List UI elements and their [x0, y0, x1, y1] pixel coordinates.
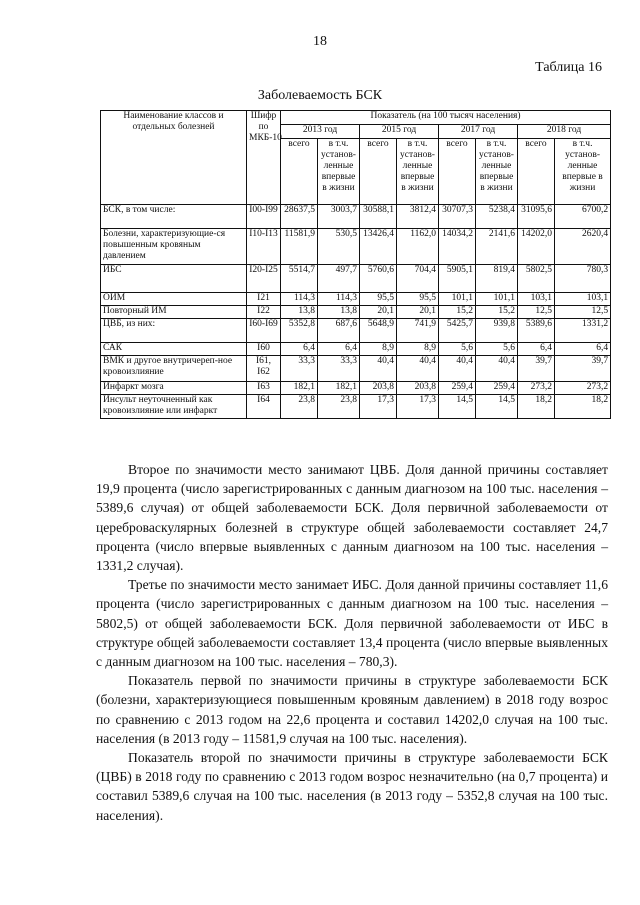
value-cell: 3812,4 [397, 205, 439, 229]
header-year: 2015 год [360, 125, 439, 139]
value-cell: 497,7 [318, 265, 360, 293]
value-cell: 40,4 [439, 356, 476, 382]
value-cell: 5514,7 [281, 265, 318, 293]
value-cell: 15,2 [439, 306, 476, 319]
value-cell: 23,8 [318, 395, 360, 419]
table-title: Заболеваемость БСК [257, 88, 383, 103]
row-name: САК [101, 343, 247, 356]
value-cell: 6,4 [318, 343, 360, 356]
value-cell: 39,7 [518, 356, 555, 382]
value-cell: 5,6 [476, 343, 518, 356]
value-cell: 6,4 [555, 343, 611, 356]
value-cell: 5389,6 [518, 319, 555, 343]
value-cell: 5760,6 [360, 265, 397, 293]
header-sub-first: в т.ч. установ-ленные впервые в жизни [555, 139, 611, 205]
row-code: I10-I13 [247, 229, 281, 265]
table-row [101, 265, 611, 293]
value-cell: 13,8 [281, 306, 318, 319]
row-name: БСК, в том числе: [101, 205, 247, 229]
row-name: Инсульт неуточненный как кровоизлияние или инфаркт [101, 395, 247, 419]
value-cell: 780,3 [555, 265, 611, 293]
row-code: I60-I69 [247, 319, 281, 343]
value-cell: 31095,6 [518, 205, 555, 229]
header-year: 2018 год [518, 125, 611, 139]
value-cell: 15,2 [476, 306, 518, 319]
value-cell: 23,8 [281, 395, 318, 419]
value-cell: 203,8 [397, 382, 439, 395]
value-cell: 101,1 [439, 293, 476, 306]
value-cell: 203,8 [360, 382, 397, 395]
value-cell: 273,2 [518, 382, 555, 395]
value-cell: 30588,1 [360, 205, 397, 229]
value-cell: 8,9 [360, 343, 397, 356]
value-cell: 14,5 [439, 395, 476, 419]
value-cell: 6,4 [518, 343, 555, 356]
value-cell: 8,9 [397, 343, 439, 356]
value-cell: 5648,9 [360, 319, 397, 343]
value-cell: 273,2 [555, 382, 611, 395]
value-cell: 6700,2 [555, 205, 611, 229]
value-cell: 20,1 [360, 306, 397, 319]
table-row [101, 343, 611, 356]
row-code: I64 [247, 395, 281, 419]
row-name: Инфаркт мозга [101, 382, 247, 395]
value-cell: 101,1 [476, 293, 518, 306]
header-sub-total: всего [518, 139, 555, 205]
page-number: 18 [313, 34, 327, 49]
value-cell: 11581,9 [281, 229, 318, 265]
value-cell: 114,3 [281, 293, 318, 306]
header-code-col: Шифр по МКБ-10 [247, 111, 281, 205]
value-cell: 40,4 [397, 356, 439, 382]
table-row [101, 306, 611, 319]
row-name: ВМК и другое внутричереп-ное кровоизлияние [101, 356, 247, 382]
row-code: I60 [247, 343, 281, 356]
value-cell: 103,1 [555, 293, 611, 306]
paragraph: Второе по значимости место занимают ЦВБ. Доля данной причины составляет 19,9 процента (число зарегистрированных с данным диагнозом на 100 тыс. населения – 5389,6 случая) от общей заболеваемости БСК. Доля первичной заболеваемости от цереброваскулярных болезней в структуре общей заболеваемости составляет 24,7 процента (число впервые выявленных с данным диагнозом на 100 тыс. населения – 1331,2 случая). [96, 462, 608, 574]
value-cell: 12,5 [555, 306, 611, 319]
value-cell: 28637,5 [281, 205, 318, 229]
value-cell: 259,4 [476, 382, 518, 395]
value-cell: 259,4 [439, 382, 476, 395]
value-cell: 13426,4 [360, 229, 397, 265]
value-cell: 18,2 [518, 395, 555, 419]
table-row [101, 319, 611, 343]
row-name: ОИМ [101, 293, 247, 306]
row-name: ИБС [101, 265, 247, 293]
row-code: I61, I62 [247, 356, 281, 382]
row-code: I22 [247, 306, 281, 319]
value-cell: 13,8 [318, 306, 360, 319]
row-name: Повторный ИМ [101, 306, 247, 319]
value-cell: 687,6 [318, 319, 360, 343]
table-row [101, 382, 611, 395]
value-cell: 39,7 [555, 356, 611, 382]
value-cell: 95,5 [360, 293, 397, 306]
value-cell: 182,1 [281, 382, 318, 395]
table-row [101, 356, 611, 382]
header-sub-first: в т.ч. установ-ленные впервые в жизни [318, 139, 360, 205]
value-cell: 103,1 [518, 293, 555, 306]
value-cell: 33,3 [281, 356, 318, 382]
value-cell: 2620,4 [555, 229, 611, 265]
value-cell: 2141,6 [476, 229, 518, 265]
value-cell: 5238,4 [476, 205, 518, 229]
row-code: I21 [247, 293, 281, 306]
value-cell: 40,4 [476, 356, 518, 382]
value-cell: 5905,1 [439, 265, 476, 293]
header-sub-first: в т.ч. установ-ленные впервые в жизни [476, 139, 518, 205]
header-sub-first: в т.ч. установ-ленные впервые в жизни [397, 139, 439, 205]
value-cell: 5,6 [439, 343, 476, 356]
row-code: I63 [247, 382, 281, 395]
table-label: Таблица 16 [535, 60, 602, 75]
header-sub-total: всего [360, 139, 397, 205]
table-row [101, 205, 611, 229]
value-cell: 6,4 [281, 343, 318, 356]
value-cell: 5802,5 [518, 265, 555, 293]
value-cell: 3003,7 [318, 205, 360, 229]
value-cell: 12,5 [518, 306, 555, 319]
paragraph: Показатель второй по значимости причины в структуре заболеваемости БСК (ЦВБ) в 2018 году по сравнению с 2013 годом возрос незначительно (на 0,7 процента) и составил 5389,6 случая на 100 тыс. населения (в 2013 году – 5352,8 случая на 100 тыс. населения). [96, 750, 608, 823]
header-sub-total: всего [439, 139, 476, 205]
value-cell: 14202,0 [518, 229, 555, 265]
row-name: Болезни, характеризующие-ся повышенным кровяным давлением [101, 229, 247, 265]
header-year: 2017 год [439, 125, 518, 139]
value-cell: 1331,2 [555, 319, 611, 343]
paragraph: Показатель первой по значимости причины в структуре заболеваемости БСК (болезни, характеризующиеся повышенным кровяным давлением) в 2018 году возрос по сравнению с 2013 годом на 22,6 процента и составил 14202,0 случая на 100 тыс. населения (в 2013 году – 11581,9 случая на 100 тыс. населения). [96, 673, 608, 746]
paragraph: Третье по значимости место занимает ИБС. Доля данной причины составляет 11,6 процента (число зарегистрированных с данным диагнозом на 100 тыс. населения – 5802,5) от общей заболеваемости БСК. Доля первичной заболеваемости от ИБС в структуре общей заболеваемости составляет 13,4 процента (число впервые выявленных с данным диагнозом на 100 тыс. населения – 780,3). [96, 577, 608, 670]
row-code: I20-I25 [247, 265, 281, 293]
value-cell: 33,3 [318, 356, 360, 382]
value-cell: 30707,3 [439, 205, 476, 229]
value-cell: 95,5 [397, 293, 439, 306]
row-code: I00-I99 [247, 205, 281, 229]
value-cell: 40,4 [360, 356, 397, 382]
table-row [101, 395, 611, 419]
value-cell: 741,9 [397, 319, 439, 343]
value-cell: 114,3 [318, 293, 360, 306]
value-cell: 704,4 [397, 265, 439, 293]
table-row [101, 293, 611, 306]
value-cell: 530,5 [318, 229, 360, 265]
value-cell: 5425,7 [439, 319, 476, 343]
header-name-col: Наименование классов и отдельных болезней [101, 111, 247, 205]
value-cell: 14034,2 [439, 229, 476, 265]
value-cell: 20,1 [397, 306, 439, 319]
value-cell: 17,3 [397, 395, 439, 419]
body-text [96, 460, 608, 825]
value-cell: 18,2 [555, 395, 611, 419]
header-indicator: Показатель (на 100 тысяч населения) [281, 111, 611, 125]
row-name: ЦВБ, из них: [101, 319, 247, 343]
header-year: 2013 год [281, 125, 360, 139]
header-sub-total: всего [281, 139, 318, 205]
morbidity-table [100, 110, 611, 419]
value-cell: 5352,8 [281, 319, 318, 343]
table-row [101, 229, 611, 265]
value-cell: 17,3 [360, 395, 397, 419]
value-cell: 939,8 [476, 319, 518, 343]
value-cell: 14,5 [476, 395, 518, 419]
value-cell: 819,4 [476, 265, 518, 293]
value-cell: 1162,0 [397, 229, 439, 265]
value-cell: 182,1 [318, 382, 360, 395]
